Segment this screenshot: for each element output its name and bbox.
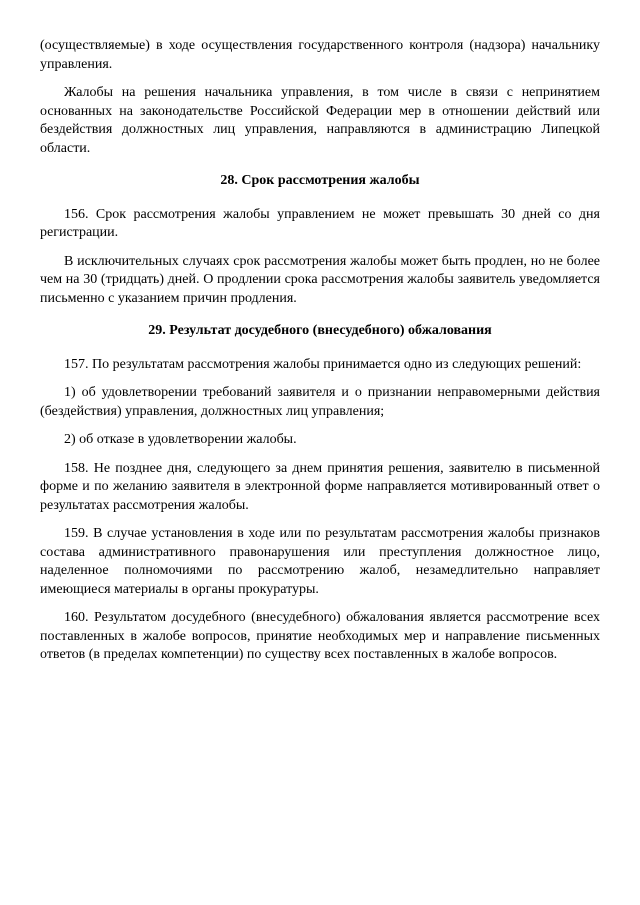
document-page [40, 37, 600, 675]
section-heading-28: 28. Срок рассмотрения жалобы [220, 173, 420, 188]
paragraph-158: 158. Не позднее дня, следующего за днем принятия решения, заявителю в письменной форме и по желанию заявителя в электронной форме направляется мотивированный ответ о результатах рассмотрения жалобы. [40, 460, 600, 513]
paragraph-complaints-to-administration: Жалобы на решения начальника управления, в том числе в связи с непринятием основанных на законодательстве Российской Федерации мер в отношении действий или бездействия должностных лиц управления, направляются в администрацию Липецкой области. [40, 85, 600, 156]
paragraph-continuation: (осуществляемые) в ходе осуществления государственного контроля (надзора) начальнику управления. [40, 38, 600, 72]
paragraph-159: 159. В случае установления в ходе или по результатам рассмотрения жалобы признаков состава административного правонарушения или преступления должностное лицо, наделенное полномочиями по рассмотрению жалоб, незамедлительно направляет имеющиеся материалы в органы прокуратуры. [40, 526, 600, 597]
paragraph-160: 160. Результатом досудебного (внесудебного) обжалования является рассмотрение всех поставленных в жалобе вопросов, принятие необходимых мер и направление письменных ответов (в пределах компетенции) по существу всех поставленных в жалобе вопросов. [40, 610, 600, 662]
paragraph-156: 156. Срок рассмотрения жалобы управлением не может превышать 30 дней со дня регистрации. [40, 206, 600, 240]
paragraph-extension: В исключительных случаях срок рассмотрения жалобы может быть продлен, но не более чем на 30 (тридцать) дней. О продлении срока рассмотрения жалобы заявитель уведомляется письменно с указанием причин продления. [40, 253, 600, 306]
section-heading-29: 29. Результат досудебного (внесудебного) обжалования [148, 323, 492, 338]
paragraph-157: 157. По результатам рассмотрения жалобы принимается одно из следующих решений: [64, 356, 582, 372]
paragraph-decision-1: 1) об удовлетворении требований заявителя и о признании неправомерными действия (бездействия) управления, должностных лиц управления; [40, 385, 600, 419]
paragraph-decision-2: 2) об отказе в удовлетворении жалобы. [64, 432, 297, 447]
